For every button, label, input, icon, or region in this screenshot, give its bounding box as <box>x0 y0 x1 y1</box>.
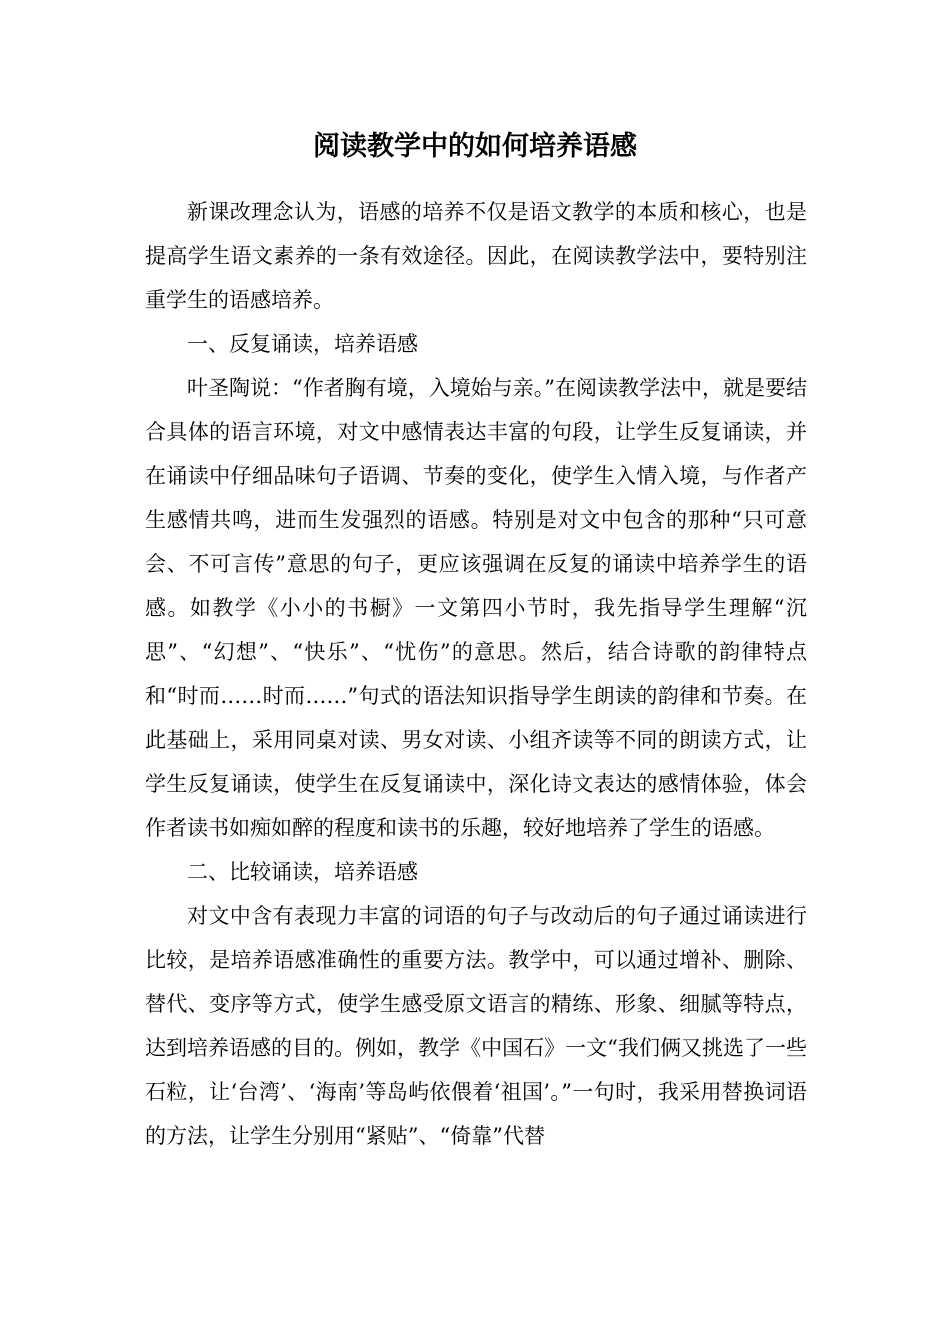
document-body <box>145 190 807 1158</box>
paragraph-section-1: 叶圣陶说：“作者胸有境，入境始与亲。”在阅读教学法中，就是要结合具体的语言环境，对文中感情表达丰富的句段，让学生反复诵读，并在诵读中仔细品味句子语调、节奏的变化，使学生入情入境，与作者产生感情共鸣，进而生发强烈的语感。特别是对文中包含的那种“只可意会、不可言传”意思的句子，更应该强调在反复的诵读中培养学生的语感。如教学《小小的书橱》一文第四小节时，我先指导学生理解“沉思”、“幻想”、“快乐”、“忧伤”的意思。然后，结合诗歌的韵律特点和“时而……时而……”句式的语法知识指导学生朗读的韵律和节奏。在此基础上，采用同桌对读、男女对读、小组齐读等不同的朗读方式，让学生反复诵读，使学生在反复诵读中，深化诗文表达的感情体验，体会作者读书如痴如醉的程度和读书的乐趣，较好地培养了学生的语感。 <box>145 376 807 840</box>
section-heading-1: 一、反复诵读，培养语感 <box>187 332 418 356</box>
paragraph-intro: 新课改理念认为，语感的培养不仅是语文教学的本质和核心，也是提高学生语文素养的一条有效途径。因此，在阅读教学法中，要特别注重学生的语感培养。 <box>145 200 807 312</box>
paragraph-section-2: 对文中含有表现力丰富的词语的句子与改动后的句子通过诵读进行比较，是培养语感准确性的重要方法。教学中，可以通过增补、删除、替代、变序等方式，使学生感受原文语言的精练、形象、细腻等特点，达到培养语感的目的。例如，教学《中国石》一文“我们俩又挑选了一些石粒，让‘台湾’、‘海南’等岛屿依偎着‘祖国’。”一句时，我采用替换词语的方法，让学生分别用“紧贴”、“倚靠”代替 <box>145 904 807 1148</box>
section-heading-2: 二、比较诵读，培养语感 <box>187 860 418 884</box>
document-title: 阅读教学中的如何培养语感 <box>313 131 637 162</box>
